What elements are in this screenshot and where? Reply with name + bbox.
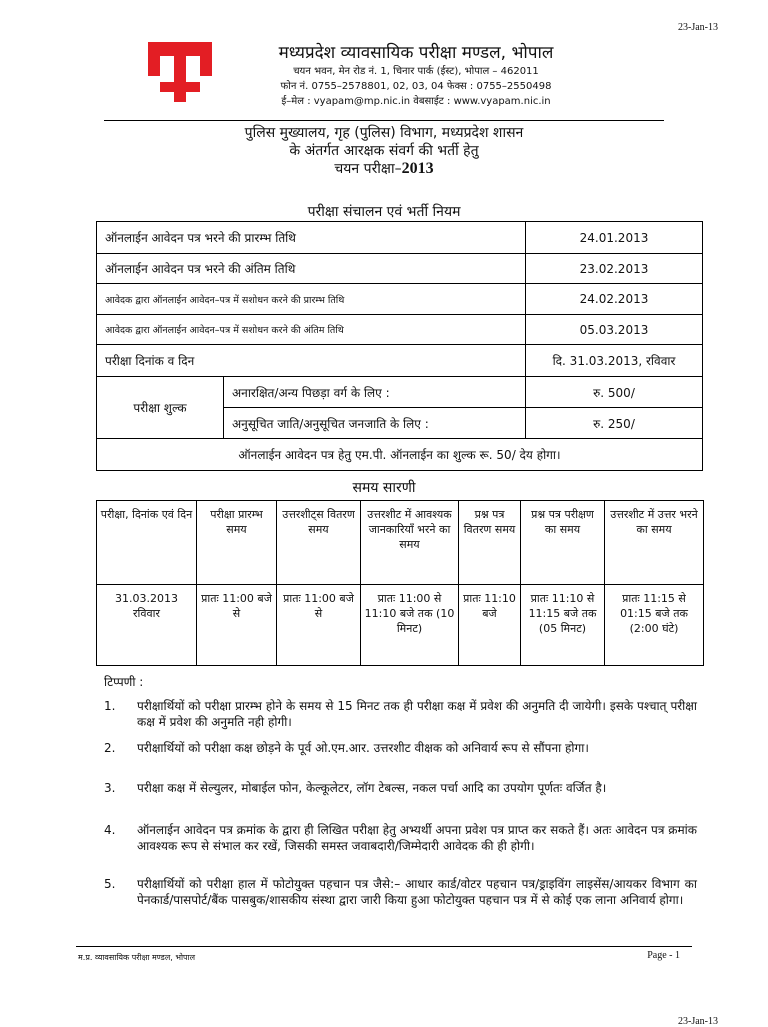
heading-line-3-prefix: चयन परीक्षा– [334,161,402,177]
schedule-cell: प्रातः 11:10 बजे [459,585,521,666]
schedule-header: परीक्षा प्रारम्भ समय [197,501,277,585]
schedule-header: परीक्षा, दिनांक एवं दिन [97,501,197,585]
schedule-row [97,585,704,666]
rules-value: 24.02.2013 [526,284,703,315]
rules-value: 24.01.2013 [526,222,703,254]
rules-label: ऑनलाईन आवेदन पत्र भरने की प्रारम्भ तिथि [97,222,526,254]
org-name: मध्यप्रदेश व्यावसायिक परीक्षा मण्डल, भोपाल [278,43,554,63]
fee-row [97,377,703,408]
logo-bar [200,42,212,76]
exam-year: 2013 [401,160,434,177]
fee-amount: रु. 250/ [526,408,703,439]
logo-bar [160,82,200,92]
rules-row [97,284,703,315]
schedule-cell: 31.03.2013 रविवार [97,585,197,666]
org-address: चयन भवन, मेन रोड नं. 1, चिनार पार्क (ईस्ट), भोपाल – 462011 [293,66,539,77]
heading-line-1: पुलिस मुख्यालय, गृह (पुलिस) विभाग, मध्यप्रदेश शासन [244,125,524,141]
notes-title: टिप्पणी : [104,675,144,689]
logo-cutout [186,62,200,70]
org-header [236,42,596,109]
footer-divider [76,946,692,947]
logo-bar [148,42,160,76]
schedule-table [96,500,704,666]
schedule-header-row [97,501,704,585]
rules-value: दि. 31.03.2013, रविवार [526,345,703,377]
rules-label: आवेदक द्वारा ऑनलाईन आवेदन–पत्र में सशोधन करने की प्रारम्भ तिथि [97,284,526,315]
schedule-cell: प्रातः 11:15 से 01:15 बजे तक (2:00 घंटे) [605,585,704,666]
org-email-web: ई–मेल : vyapam@mp.nic.in वेबसाईट : www.vyapam.nic.in [281,96,551,107]
note-number: 3. [104,781,116,795]
schedule-cell: प्रातः 11:00 बजे से [197,585,277,666]
schedule-header: उत्तरशीट्स वितरण समय [277,501,361,585]
rules-label: परीक्षा दिनांक व दिन [97,345,526,377]
rules-row [97,222,703,254]
header-divider [104,120,664,121]
logo-cutout [160,62,174,70]
note-number: 1. [104,699,116,713]
rules-table [96,221,703,471]
schedule-title: समय सारणी [352,480,416,496]
rules-value: 23.02.2013 [526,254,703,284]
org-phone: फोन नं. 0755–2578801, 02, 03, 04 फेक्स : 0755–2550498 [280,81,552,92]
heading-line-3 [96,160,672,178]
schedule-cell: प्रातः 11:10 से 11:15 बजे तक (05 मिनट) [521,585,605,666]
schedule-header: उत्तरशीट में आवश्यक जानकारियाँ भरने का समय [361,501,459,585]
rules-title: परीक्षा संचालन एवं भर्ती नियम [307,204,461,220]
online-fee-row [97,439,703,471]
note-text: परीक्षार्थियों को परीक्षा कक्ष छोड़ने के पूर्व ओ.एम.आर. उत्तरशीट वीक्षक को अनिवार्य रूप से सौंपना होगा। [137,741,589,755]
note-number: 2. [104,741,116,755]
schedule-cell: प्रातः 11:00 बजे से [277,585,361,666]
online-fee-note: ऑनलाईन आवेदन पत्र हेतु एम.पी. ऑनलाईन का शुल्क रू. 50/ देय होगा। [97,439,703,471]
logo-bar [174,42,186,102]
page-number: Page - 1 [647,950,680,961]
schedule-header: प्रश्न पत्र परीक्षण का समय [521,501,605,585]
note-number: 5. [104,877,116,891]
note-text: परीक्षार्थियों को परीक्षा हाल में फोटोयुक्त पहचान पत्र जैसे:– आधार कार्ड/वोटर पहचान पत्र/ड्राइविंग लाइसेंस/आयकर विभाग का पेनकार्ड/पासपोर्ट/बैंक पासबुक/शासकीय संस्था द्वारा जारी किया हुआ फोटोयुक्त पहचान पत्र में से कोई एक लाना अनिवार्य होगा। [137,877,697,907]
rules-row [97,315,703,345]
rules-value: 05.03.2013 [526,315,703,345]
rules-label: ऑनलाईन आवेदन पत्र भरने की अंतिम तिथि [97,254,526,284]
fee-category: अनारक्षित/अन्य पिछड़ा वर्ग के लिए : [224,377,526,408]
rules-row [97,345,703,377]
note-number: 4. [104,823,116,837]
footer-org: म.प्र. व्यावसायिक परीक्षा मण्डल, भोपाल [78,953,196,962]
notice-heading [96,124,672,178]
note-text: ऑनलाईन आवेदन पत्र क्रमांक के द्वारा ही लिखित परीक्षा हेतु अभ्यर्थी अपना प्रवेश पत्र प्राप्त कर सकते हैं। अतः आवेदन पत्र क्रमांक आवश्यक रूप से संभाल कर रखें, जिसकी समस्त जवाबदारी/जिम्मेदारी आवेदक की ही होगी। [137,823,697,853]
schedule-cell: प्रातः 11:00 से 11:10 बजे तक (10 मिनट) [361,585,459,666]
schedule-header: प्रश्न पत्र वितरण समय [459,501,521,585]
note-text: परीक्षार्थियों को परीक्षा प्रारम्भ होने के समय से 15 मिनट तक ही परीक्षा कक्ष में प्रवेश की अनुमति दी जायेगी। इसके पश्चात् परीक्षा कक्ष में प्रवेश की अनुमति नही होगी। [137,699,697,729]
fee-label: परीक्षा शुल्क [97,377,224,439]
page-date: 23-Jan-13 [678,22,718,33]
note-text: परीक्षा कक्ष में सेल्युलर, मोबाईल फोन, केल्कूलेटर, लॉग टेबल्स, नकल पर्चा आदि का उपयोग पूर्णतः वर्जित है। [137,781,607,795]
vyapam-logo [148,42,212,102]
page-date-bottom: 23-Jan-13 [678,1016,718,1027]
heading-line-2: के अंतर्गत आरक्षक संवर्ग की भर्ती हेतु [289,143,479,159]
rules-row [97,254,703,284]
rules-label: आवेदक द्वारा ऑनलाईन आवेदन–पत्र में सशोधन करने की अंतिम तिथि [97,315,526,345]
schedule-header: उत्तरशीट में उत्तर भरने का समय [605,501,704,585]
fee-category: अनुसूचित जाति/अनुसूचित जनजाति के लिए : [224,408,526,439]
fee-amount: रु. 500/ [526,377,703,408]
